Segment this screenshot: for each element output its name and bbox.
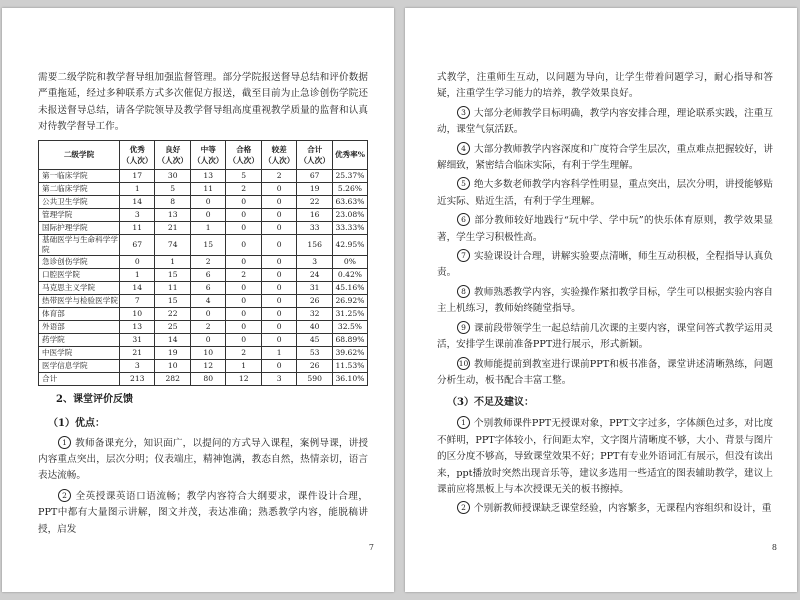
right-page <box>405 8 797 592</box>
college-name-cell: 口腔医学院 <box>39 268 120 281</box>
table-cell: 2 <box>190 320 225 333</box>
table-cell: 3 <box>261 372 296 385</box>
table-cell: 4 <box>190 294 225 307</box>
table-row <box>39 359 368 372</box>
table-cell: 0 <box>261 182 296 195</box>
table-cell: 0 <box>261 307 296 320</box>
left-page <box>2 8 394 592</box>
table-cell: 0 <box>120 255 155 268</box>
left-page-content <box>38 70 368 538</box>
table-cell: 15 <box>155 268 190 281</box>
table-cell: 1 <box>226 359 261 372</box>
sub-heading-shortcomings: （3）不足及建议： <box>447 397 534 409</box>
strength-item-text: 教师备课充分，知识面广，以提问的方式导入课程，案例导课，讲授内容重点突出，层次分明；仪表端庄，精神饱满，教态自然，热情亲切，语言表达流畅。 <box>38 437 368 482</box>
table-cell: 12 <box>226 372 261 385</box>
table-cell: 67 <box>120 234 155 255</box>
table-cell: 53 <box>297 346 332 359</box>
table-cell: 0 <box>226 221 261 234</box>
table-cell: 0 <box>190 208 225 221</box>
table-cell: 13 <box>190 169 225 182</box>
strength-item-text: 课前段带领学生一起总结前几次课的主要内容，课堂问答式教学运用灵活，安排学生课前准备PPT进行展示，形式新颖。 <box>437 322 773 351</box>
college-name-cell: 急诊创伤学院 <box>39 255 120 268</box>
table-cell: 0 <box>226 320 261 333</box>
table-cell: 0 <box>261 208 296 221</box>
table-header-cell: 合格 （人次） <box>226 140 261 169</box>
table-cell: 5.26% <box>332 182 367 195</box>
table-cell: 19 <box>155 346 190 359</box>
table-row <box>39 182 368 195</box>
strength-item-3 <box>437 106 773 139</box>
item-number-badge: 3 <box>457 106 470 119</box>
section-heading-classroom-feedback: 2、课堂评价反馈 <box>56 393 133 405</box>
table-cell: 26 <box>297 294 332 307</box>
table-cell: 0 <box>261 221 296 234</box>
table-cell: 0.42% <box>332 268 367 281</box>
table-row <box>39 221 368 234</box>
table-cell: 32 <box>297 307 332 320</box>
intro-paragraph: 需要二级学院和教学督导组加强监督管理。部分学院报送督导总结和评价数据严重拖延，经过多种联系方式多次催促方报送，截至目前为止急诊创伤学院还未报送督导总结，请各学院领导及教学督导组高度重视教学质量的监督和认真对待教学督导工作。 <box>38 72 368 133</box>
table-body <box>39 169 368 385</box>
table-header-row <box>39 140 368 169</box>
table-cell: 33 <box>297 221 332 234</box>
table-cell: 282 <box>155 372 190 385</box>
college-name-cell: 第二临床学院 <box>39 182 120 195</box>
strength-item-text: 大部分教师教学内容深度和广度符合学生层次，重点难点把握较好，讲解细致，紧密结合临床实际，有利于学生理解。 <box>437 143 773 172</box>
item-number-badge: 1 <box>58 436 71 449</box>
table-cell: 63.63% <box>332 195 367 208</box>
table-cell: 8 <box>155 195 190 208</box>
table-row <box>39 234 368 255</box>
table-row <box>39 294 368 307</box>
table-header-cell: 良好 （人次） <box>155 140 190 169</box>
table-cell: 0 <box>261 281 296 294</box>
table-row <box>39 195 368 208</box>
table-cell: 40 <box>297 320 332 333</box>
table-cell: 0% <box>332 255 367 268</box>
table-row <box>39 281 368 294</box>
table-cell: 31.25% <box>332 307 367 320</box>
table-cell: 10 <box>155 359 190 372</box>
table-cell: 10 <box>190 346 225 359</box>
table-cell: 74 <box>155 234 190 255</box>
table-cell: 17 <box>120 169 155 182</box>
strength-item-1 <box>38 436 368 485</box>
table-cell: 45.16% <box>332 281 367 294</box>
table-cell: 12 <box>190 359 225 372</box>
item-number-badge: 2 <box>58 489 71 502</box>
table-cell: 36.10% <box>332 372 367 385</box>
table-cell: 14 <box>155 333 190 346</box>
table-cell: 0 <box>226 281 261 294</box>
table-cell: 0 <box>226 234 261 255</box>
strength-item-4 <box>437 142 773 175</box>
table-cell: 31 <box>120 333 155 346</box>
strength-item-text: 实验课设计合理，讲解实验要点清晰，师生互动积极，全程指导认真负责。 <box>437 251 773 279</box>
table-cell: 21 <box>155 221 190 234</box>
table-cell: 0 <box>261 234 296 255</box>
strength-item-8 <box>437 285 773 318</box>
table-header-cell: 优秀 （人次） <box>120 140 155 169</box>
page-number: 8 <box>771 543 777 552</box>
table-cell: 11.53% <box>332 359 367 372</box>
table-cell: 6 <box>190 281 225 294</box>
table-row <box>39 372 368 385</box>
table-cell: 10 <box>120 307 155 320</box>
table-cell: 0 <box>226 307 261 320</box>
table-cell: 0 <box>261 333 296 346</box>
table-cell: 26 <box>297 359 332 372</box>
item-number-badge: 9 <box>457 321 470 334</box>
table-header-cell: 二级学院 <box>39 140 120 169</box>
shortcoming-item-text: 个别教师课件PPT无授课对象，PPT文字过多，字体颜色过多，对比度不鲜明，PPT字体较小，行间距太窄，文字图片清晰度不够，大小、背景与图片的区分度不够高，导致课堂效果不好；PPT有专业外语词汇有展示，但没有读出来，ppt播放时突然出现音乐等，建议多选用一些适宜的图表辅助教学，建议上课前应将黑板上与本次授课无关的板书擦掉。 <box>437 418 773 495</box>
table-cell: 5 <box>155 182 190 195</box>
strength-item-2 <box>38 489 368 538</box>
table-cell: 24 <box>297 268 332 281</box>
table-row <box>39 169 368 182</box>
strength-item-7 <box>437 249 773 282</box>
strength-item-10 <box>437 357 773 390</box>
table-cell: 0 <box>190 195 225 208</box>
item-number-badge: 8 <box>457 285 470 298</box>
page-number: 7 <box>368 543 374 552</box>
item-number-badge: 6 <box>457 213 470 226</box>
college-name-cell: 国际护理学院 <box>39 221 120 234</box>
item-number-badge: 5 <box>457 177 470 190</box>
table-cell: 11 <box>120 221 155 234</box>
table-header-cell: 中等 （人次） <box>190 140 225 169</box>
table-cell: 0 <box>261 255 296 268</box>
table-cell: 0 <box>261 268 296 281</box>
college-name-cell: 管理学院 <box>39 208 120 221</box>
table-cell: 14 <box>120 195 155 208</box>
college-name-cell: 公共卫生学院 <box>39 195 120 208</box>
table-cell: 1 <box>120 268 155 281</box>
table-row <box>39 268 368 281</box>
college-name-cell: 中医学院 <box>39 346 120 359</box>
college-name-cell: 体育部 <box>39 307 120 320</box>
table-cell: 590 <box>297 372 332 385</box>
table-cell: 25 <box>155 320 190 333</box>
shortcoming-item-2 <box>437 501 773 517</box>
table-cell: 213 <box>120 372 155 385</box>
table-row <box>39 333 368 346</box>
table-cell: 0 <box>261 320 296 333</box>
table-row <box>39 307 368 320</box>
table-header-cell: 优秀率% <box>332 140 367 169</box>
table-cell: 0 <box>226 208 261 221</box>
strength-item-5 <box>437 177 773 210</box>
table-cell: 25.37% <box>332 169 367 182</box>
table-cell: 11 <box>155 281 190 294</box>
table-cell: 7 <box>120 294 155 307</box>
table-cell: 2 <box>226 182 261 195</box>
table-cell: 14 <box>120 281 155 294</box>
table-cell: 5 <box>226 169 261 182</box>
table-cell: 30 <box>155 169 190 182</box>
right-page-content <box>437 70 773 518</box>
strength-item-text: 全英授课英语口语流畅；教学内容符合大纲要求，课件设计合理，PPT中都有大量图示讲解，图文并茂，表达准确；熟悉教学内容，能脱稿讲授，启发 <box>38 490 368 535</box>
table-row <box>39 208 368 221</box>
table-cell: 1 <box>190 221 225 234</box>
table-cell: 22 <box>155 307 190 320</box>
table-cell: 23.08% <box>332 208 367 221</box>
table-cell: 68.89% <box>332 333 367 346</box>
table-cell: 2 <box>261 169 296 182</box>
table-cell: 0 <box>226 255 261 268</box>
item-number-badge: 2 <box>457 501 470 514</box>
item-number-badge: 1 <box>457 416 470 429</box>
college-name-cell: 合计 <box>39 372 120 385</box>
table-cell: 0 <box>261 359 296 372</box>
table-cell: 15 <box>155 294 190 307</box>
continuation-paragraph: 式教学，注重师生互动，以问题为导向，让学生带着问题学习，耐心指导和答疑，注重学生学习能力的培养，教学效果良好。 <box>437 72 773 100</box>
table-cell: 32.5% <box>332 320 367 333</box>
table-cell: 19 <box>297 182 332 195</box>
strength-item-6 <box>437 213 773 246</box>
table-cell: 39.62% <box>332 346 367 359</box>
college-name-cell: 基础医学与生命科学学院 <box>39 234 120 255</box>
table-cell: 3 <box>120 359 155 372</box>
table-cell: 0 <box>226 294 261 307</box>
college-name-cell: 热带医学与检验医学院 <box>39 294 120 307</box>
table-cell: 1 <box>261 346 296 359</box>
table-cell: 13 <box>120 320 155 333</box>
shortcoming-item-text: 个别新教师授课缺乏课堂经验，内容繁多，无课程内容组织和设计，重 <box>474 503 772 515</box>
strength-item-text: 教师能提前到教室进行课前PPT和板书准备，课堂讲述清晰熟练，问题分析生动，板书配合丰富工整。 <box>437 358 773 386</box>
strength-item-text: 部分教师较好地践行“玩中学、学中玩”的快乐体育原则，教学效果显著，学生学习积极性高。 <box>437 215 773 243</box>
strength-item-text: 绝大多数老师教学内容科学性明显，重点突出，层次分明，讲授能够贴近实际、贴近生活，有利于学生理解。 <box>437 179 773 207</box>
table-cell: 22 <box>297 195 332 208</box>
table-cell: 1 <box>120 182 155 195</box>
table-cell: 0 <box>261 294 296 307</box>
table-row <box>39 255 368 268</box>
item-number-badge: 7 <box>457 249 470 262</box>
table-cell: 0 <box>226 333 261 346</box>
strength-item-text: 大部分老师教学目标明确，教学内容安排合理，理论联系实践，注重互动，课堂气氛活跃。 <box>437 107 773 136</box>
table-cell: 33.33% <box>332 221 367 234</box>
table-cell: 6 <box>190 268 225 281</box>
college-name-cell: 医学信息学院 <box>39 359 120 372</box>
table-header-cell: 较差 （人次） <box>261 140 296 169</box>
table-cell: 156 <box>297 234 332 255</box>
table-cell: 3 <box>120 208 155 221</box>
table-cell: 2 <box>226 268 261 281</box>
table-cell: 0 <box>261 195 296 208</box>
strength-item-text: 教师熟悉教学内容，实验操作紧扣教学目标，学生可以根据实验内容自主上机练习，教师始终随堂指导。 <box>437 286 773 315</box>
shortcoming-item-1 <box>437 416 773 498</box>
table-cell: 2 <box>226 346 261 359</box>
item-number-badge: 10 <box>458 358 469 368</box>
table-cell: 31 <box>297 281 332 294</box>
college-name-cell: 外语部 <box>39 320 120 333</box>
evaluation-table <box>38 140 368 386</box>
table-cell: 3 <box>297 255 332 268</box>
table-cell: 11 <box>190 182 225 195</box>
table-row <box>39 320 368 333</box>
college-name-cell: 马克思主义学院 <box>39 281 120 294</box>
table-cell: 13 <box>155 208 190 221</box>
college-name-cell: 第一临床学院 <box>39 169 120 182</box>
table-cell: 0 <box>190 333 225 346</box>
table-cell: 80 <box>190 372 225 385</box>
table-cell: 1 <box>155 255 190 268</box>
sub-heading-strengths: （1）优点： <box>48 417 105 429</box>
table-cell: 67 <box>297 169 332 182</box>
table-cell: 45 <box>297 333 332 346</box>
table-cell: 15 <box>190 234 225 255</box>
table-row <box>39 346 368 359</box>
table-cell: 21 <box>120 346 155 359</box>
table-cell: 26.92% <box>332 294 367 307</box>
college-name-cell: 药学院 <box>39 333 120 346</box>
strength-item-9 <box>437 321 773 354</box>
table-cell: 42.95% <box>332 234 367 255</box>
table-cell: 0 <box>226 195 261 208</box>
item-number-badge: 4 <box>457 142 470 155</box>
table-header-cell: 合计 （人次） <box>297 140 332 169</box>
table-cell: 0 <box>190 307 225 320</box>
table-cell: 2 <box>190 255 225 268</box>
table-cell: 16 <box>297 208 332 221</box>
